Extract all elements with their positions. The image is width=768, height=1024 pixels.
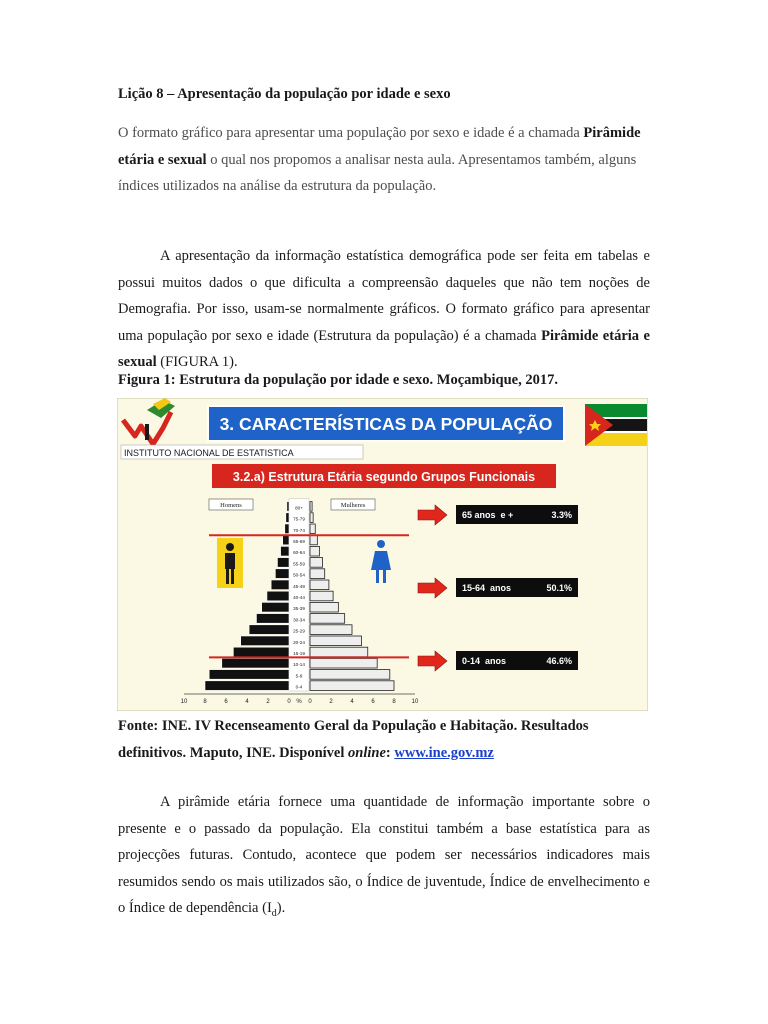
female-bar-20-24 [310,636,361,646]
female-bar-60-64 [310,546,319,556]
male-person-icon [217,538,243,588]
group-value: 3.3% [551,510,572,520]
age-group-label: 35-39 [293,606,305,612]
legend-homens: Homens [220,502,242,509]
ine-website-link[interactable]: www.ine.gov.mz [394,744,494,761]
female-bar-5-9 [310,670,390,680]
paragraph-2-end: ). [276,900,286,916]
group-label: 0-14 anos [462,656,507,666]
female-bar-65-69 [310,535,317,545]
x-tick-label: 6 [371,699,375,705]
figure-1 [117,398,648,711]
group-value: 50.1% [546,583,572,593]
figure-source [118,713,658,766]
female-bar-55-59 [310,558,323,568]
female-bar-35-39 [310,602,338,612]
source-text: Fonte: INE. IV Recenseamento Geral da População e Habitação. Resultados definitivos. Maputo, INE. Disponível [118,718,589,761]
male-bar-25-29 [249,625,289,635]
female-bar-50-54 [310,569,325,579]
x-tick-label: 6 [224,699,228,705]
age-group-label: 10-14 [293,662,305,668]
female-bar-25-29 [310,625,352,635]
legend-mulheres: Mulheres [340,502,366,509]
age-group-label: 75-79 [293,516,305,522]
paragraph-1-bold-term: Pirâmide etária e sexual [118,327,650,370]
x-tick-label: 0 [308,699,312,705]
age-group-label: 25-29 [293,628,305,634]
male-bar-0-4 [205,681,289,691]
male-bar-55-59 [277,558,289,568]
male-bar-65-69 [283,535,289,545]
paragraph-1-text-1: A apresentação da informação estatística demográfica pode ser feita em tabelas e possui muitos dados o que dificulta a compreensão daqueles que não tem noções de Demografia. Por isso, usam-se normalmente gráficos. O formato gráfico para apresentar uma população por sexo e idade (Estrutura da população) é a chamada [118,248,650,344]
x-tick-label: % [296,699,302,705]
institute-name: INSTITUTO NACIONAL DE ESTATISTICA [124,448,294,458]
male-bar-80+ [287,502,289,512]
male-bar-75-79 [286,513,289,523]
age-group-label: 70-74 [293,527,305,533]
intro-bold-term: Pirâmide etária e sexual [118,125,641,168]
female-bar-45-49 [310,580,329,590]
x-tick-label: 8 [203,699,207,705]
female-bar-40-44 [310,591,333,601]
age-group-label: 45-49 [293,583,305,589]
male-bar-30-34 [256,614,289,624]
intro-text-2: o qual nos propomos a analisar nesta aula. Apresentamos também, alguns índices utilizados na análise da estrutura da população. [118,151,637,194]
x-tick-label: 8 [392,699,396,705]
age-group-label: 5-9 [295,673,303,679]
age-group-label: 20-24 [293,639,305,645]
figure-graphic [117,398,648,711]
male-bar-15-19 [233,647,289,657]
intro-paragraph [118,120,650,200]
female-bar-10-14 [310,658,377,668]
age-group-label: 30-34 [293,617,305,623]
group-label: 65 anos e + [462,510,514,520]
subtitle: 3.2.a) Estrutura Etária segundo Grupos Funcionais [232,470,536,484]
paragraph-1 [118,243,650,376]
male-bar-40-44 [267,591,289,601]
banner-title: 3. CARACTERÍSTICAS DA POPULAÇÃO [219,414,553,434]
male-bar-50-54 [275,569,289,579]
male-bar-20-24 [241,636,289,646]
age-group-label: 15-19 [293,651,305,656]
lesson-title: Lição 8 – Apresentação da população por idade e sexo [118,86,451,102]
x-tick-label: 4 [245,699,249,705]
paragraph-2 [118,789,650,927]
age-group-label: 60-64 [293,550,305,556]
source-online-word: online [348,744,386,761]
paragraph-1-text-2: (FIGURA 1). [156,354,238,370]
x-tick-label: 2 [329,699,333,705]
paragraph-2-subscript: d [271,907,277,919]
group-label: 15-64 anos [462,583,512,593]
x-tick-label: 4 [350,699,354,705]
female-bar-30-34 [310,614,345,624]
male-bar-45-49 [271,580,289,590]
paragraph-2-text: A pirâmide etária fornece uma quantidade de informação importante sobre o presente e o passado da população. Ela constitui também a base estatística para as projecções futuras. Contudo, acontece que podem ser necessários indicadores mais resumidos sendo os mais utilizados são, o Índice de juventude, Índice de envelhecimento e o Índice de dependência (I [118,794,650,916]
female-bar-75-79 [310,513,313,523]
female-bar-80+ [310,502,312,512]
source-colon: : [385,744,395,761]
male-bar-10-14 [222,658,289,668]
x-tick-label: 10 [411,699,419,705]
figure-caption: Figura 1: Estrutura da população por idade e sexo. Moçambique, 2017. [118,372,558,388]
age-group-label: 50-54 [293,572,305,578]
male-bar-35-39 [262,602,289,612]
male-bar-60-64 [281,546,289,556]
mozambique-flag-icon [585,404,647,446]
age-group-label: 80+ [295,505,303,511]
intro-text-1: O formato gráfico para apresentar uma população por sexo e idade é a chamada [118,125,584,141]
male-bar-5-9 [209,670,289,680]
x-tick-label: 2 [266,699,270,705]
x-tick-label: 10 [180,699,188,705]
age-group-label: 65-69 [293,539,305,544]
group-value: 46.6% [546,656,572,666]
age-group-label: 0-4 [295,684,303,690]
age-group-label: 55-59 [293,561,305,567]
age-group-label: 40-44 [293,595,305,600]
female-bar-0-4 [310,681,394,691]
female-bar-70-74 [310,524,315,534]
x-tick-label: 0 [287,699,291,705]
male-bar-70-74 [285,524,289,534]
female-bar-15-19 [310,647,368,657]
